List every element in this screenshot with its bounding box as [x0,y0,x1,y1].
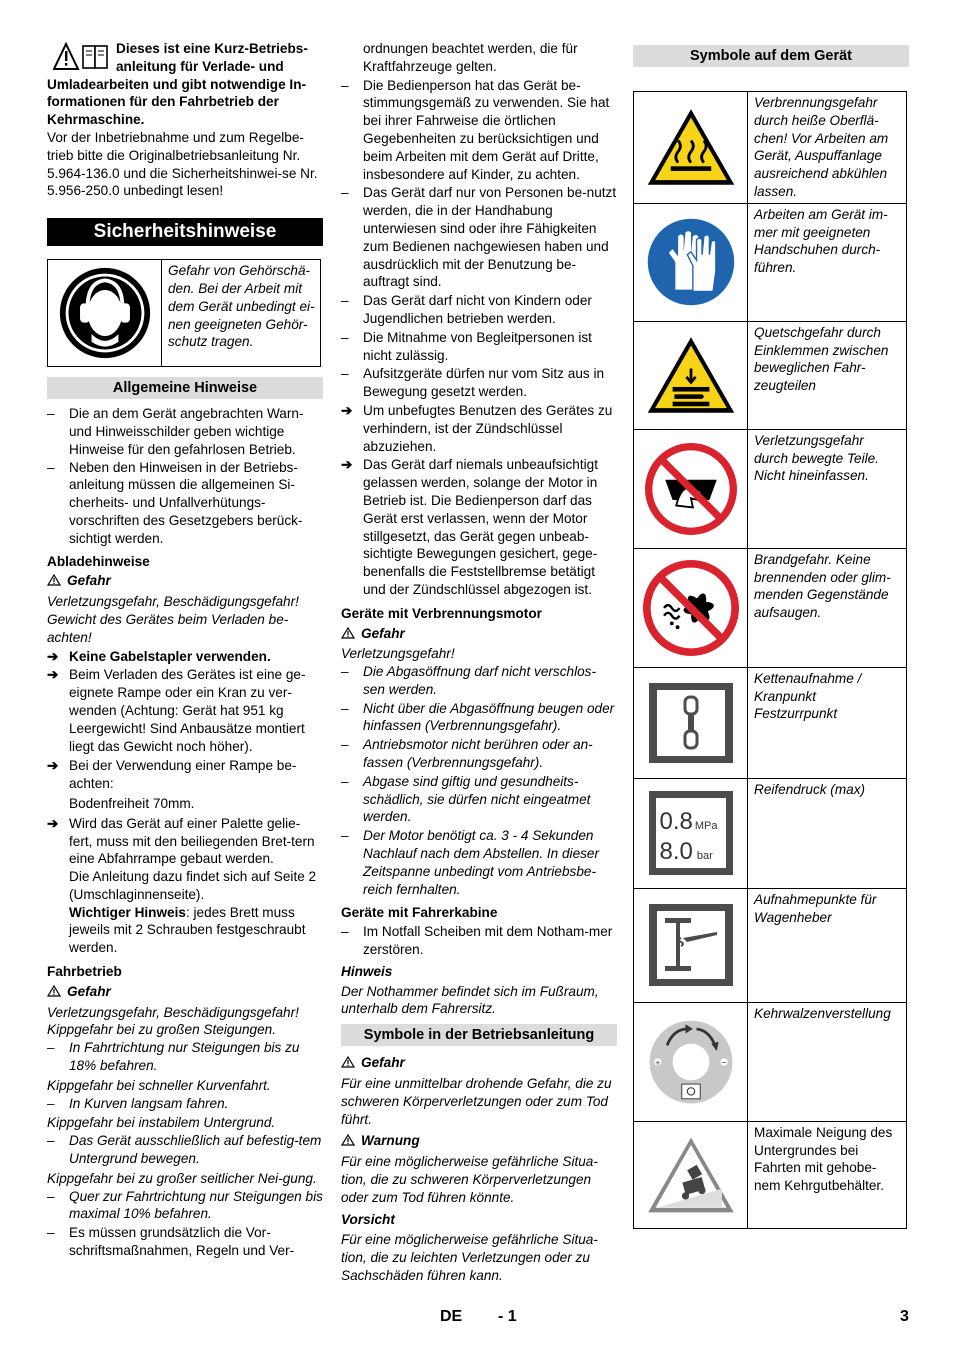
symbol-text: Aufnahmepunkte für Wagenheber [748,888,907,1002]
cab-heading: Geräte mit Fahrerkabine [341,905,498,921]
list-item: – Es müssen grundsätzlich die Vor-schriftsmaßnahmen, Regeln und Ver- [47,1225,295,1259]
hearing-text: Gefahr von Gehörschä-den. Bei der Arbeit mit dem Gerät unbedingt ei-nen geeigneten Gehör-schutz tragen. [162,260,321,367]
warning-manual-icons [53,42,113,72]
symbol-text: Verletzungsgefahr durch bewegte Teile. Nicht hineinfassen. [748,429,907,548]
no-burning-objects-icon [643,560,739,656]
footer-language: DE [440,1308,463,1325]
symbol-text: Verbrennungsgefahr durch heiße Oberflä-chen! Vor Arbeiten am Gerät, Auspuffanlage ausreichend abkühlen lassen. [748,92,907,204]
list-item: – Die an dem Gerät angebrachten Warn- und Hinweisschilder geben wichtige Hinweise für den gefahrlosen Betrieb. [47,406,304,457]
table-row [634,888,907,1002]
arrow-item: ➔ Bei der Verwendung einer Rampe be-achten: [47,758,297,792]
unload-danger-text: Verletzungsgefahr, Beschädigungsgefahr! Gewicht des Gerätes beim Verladen be-achten! [47,594,299,645]
drive-tip: Kippgefahr bei schneller Kurvenfahrt. [47,1077,271,1093]
important-note: Wichtiger Hinweis: jedes Brett muss jeweils mit 2 Schrauben festgeschraubt werden. [69,904,306,956]
list-item: – Antriebsmotor nicht berühren oder an-fassen (Verbrennungsgefahr). [341,737,593,771]
tire-bar-unit: bar [696,850,713,863]
arrow-item: ➔ Wird das Gerät auf einer Palette gelie-fert, muss mit den beiliegenden Bret-tern eine Abfahrrampe gebaut werden. [47,815,315,867]
intro-bold-rest: Umladearbeiten und gibt notwendige In-formationen für den Fahrbetrieb der Kehrmaschine. [47,76,307,128]
table-row [634,548,907,667]
continued-text: ordnungen beachtet werden, die für Kraftfahrzeuge gelten. [363,41,578,74]
symbol-text: Reifendruck (max) [748,778,907,888]
warning-triangle-icon [47,574,61,586]
danger-label: Gefahr [47,983,323,1001]
drive-tip: Kippgefahr bei zu großer seitlicher Nei-gung. [47,1170,317,1186]
list-item: – Das Gerät darf nur von Personen be-nutzt werden, die in der Handhabung unterwiesen sind oder ihre Fähigkeiten zum Bedienen nachgewiesen haben und ausdrücklich mit der Benutzung be-auftragt sind. [341,185,617,290]
symbol-text: Kettenaufnahme / Kranpunkt Festzurrpunkt [748,667,907,778]
list-item: – Abgase sind giftig und gesundheits-schädlich, sie dürfen nicht eingeatmet werden. [341,773,591,825]
list-item: – Das Gerät darf nicht von Kindern oder Jugendlichen betrieben werden. [341,293,592,326]
hearing-protection-icon [57,265,153,361]
table-row [634,667,907,778]
device-symbols-title: Symbole auf dem Gerät [633,45,909,67]
symbol-text: Kehrwalzenverstellung [748,1002,907,1121]
table-row [634,1002,907,1121]
warning-triangle-icon [341,1056,355,1068]
engine-danger-text: Verletzungsgefahr! [341,646,455,662]
list-item: – Die Bedienperson hat das Gerät be-stimmungsgemäß zu verwenden. Sie hat bei ihrer Fahrweise die örtlichen Gegebenheiten zu berücksichtigen und beim Arbeiten mit dem Gerät auf Dritte, insbesondere auf Kinder, zu achten. [341,77,610,182]
tire-bar-value: 8.0 [659,838,693,866]
list-item: – Nicht über die Abgasöffnung beugen oder hinfassen (Verbrennungsgefahr). [341,700,615,734]
chain-crane-point-icon [647,681,735,765]
general-title: Allgemeine Hinweise [47,377,323,399]
table-row [634,778,907,888]
tire-mpa-value: 0.8 [659,808,693,836]
column-2 [341,40,617,1285]
warning-triangle-icon [341,1134,355,1146]
list-item: – Neben den Hinweisen in der Betriebs-anleitung müssen die allgemeinen Si-cherheits- und Unfallverhütungs-vorschriften des Gesetzgebers berück-sichtigt werden. [47,459,303,546]
warning-triangle-icon [47,985,61,997]
sym-caution-text: Für eine möglicherweise gefährliche Situa-tion, die zu leichten Verletzungen oder zu Sachschäden führen kann. [341,1232,598,1283]
jack-point-icon [647,902,735,988]
intro-bold-line-1: Dieses ist eine Kurz-Betriebs- [116,41,308,56]
list-item: – In Fahrtrichtung nur Steigungen bis zu 18% befahren. [47,1040,300,1074]
gloves-icon [645,216,737,308]
list-item: – Quer zur Fahrtrichtung nur Steigungen bis maximal 10% befahren. [47,1188,323,1222]
svg-text:+: + [654,1057,661,1067]
column-3 [633,45,909,1229]
danger-label: Gefahr [341,625,617,643]
unload-guide: Die Anleitung dazu findet sich auf Seite 2 (Umschlaginnenseite). [69,869,317,902]
engine-heading: Geräte mit Verbrennungsmotor [341,605,542,621]
max-slope-icon [645,1134,737,1216]
intro-text: Vor der Inbetriebnahme und zum Regelbe-trieb bitte die Originalbetriebsanleitung Nr. 5.964-136.0 und die Sicherheitshinwei-se Nr. 5.956-250.0 unbedingt lesen! [47,129,318,199]
arrow-item: ➔ Um unbefugtes Benutzen des Gerätes zu verhindern, ist der Zündschlüssel abzuziehen. [341,402,613,454]
sym-warning-text: Für eine möglicherweise gefährliche Situa-tion, die zu schweren Körperverletzungen oder zum Tod führen könnte. [341,1154,598,1205]
sym-danger-text: Für eine unmittelbar drohende Gefahr, die zu schweren Körperverletzungen oder zum Tod führt. [341,1076,612,1127]
symbol-text: Brandgefahr. Keine brennenden oder glim-menden Gegenstände aufsaugen. [748,548,907,667]
sym-caution-label: Vorsicht [341,1211,395,1227]
safety-title: Sicherheitshinweise [47,218,323,246]
table-row [634,321,907,429]
hearing-protection-table [47,259,321,367]
crush-hazard-icon [645,333,737,417]
symbol-text: Maximale Neigung des Untergrundes bei Fahrten mit gehobe-nem Kehrgutbehälter. [748,1121,907,1228]
intro-block [47,40,323,200]
drive-tip: Kippgefahr bei zu großen Steigungen. [47,1022,276,1038]
footer-page-code: - 1 [498,1308,517,1325]
hearing-cell [48,260,162,367]
hot-surface-icon [645,105,737,189]
table-row [634,429,907,548]
general-list [47,405,323,547]
arrow-item: ➔ Das Gerät darf niemals unbeaufsichtigt gelassen werden, solange der Motor in Betrieb ist. Die Bedienperson darf das Gerät erst verlassen, wenn der Motor stillgesetzt, das Gerät gegen unbeab-sichtigte Bewegungen gesichert, gege-benenfalls die Feststellbremse betätigt und der Zündschlüssel abgezogen ist. [341,457,598,597]
footer-page-number: 3 [900,1308,909,1325]
list-item: – In Kurven langsam fahren. [47,1095,229,1111]
arrow-item: ➔ Keine Gabelstapler verwenden. [47,648,271,664]
list-item: – Das Gerät ausschließlich auf befestig-tem Untergrund bewegen. [47,1133,322,1167]
table-row [634,92,907,204]
sym-danger-label: Gefahr [341,1054,617,1072]
note-text: Der Nothammer befindet sich im Fußraum, unterhalb dem Fahrersitz. [341,983,599,1017]
list-item: – Im Notfall Scheiben mit dem Notham-mer zerstören. [341,924,613,958]
column-1 [47,40,323,1260]
arrow-item: ➔ Beim Verladen des Gerätes ist eine ge-eignete Rampe oder ein Kran zu ver-wenden (Achtung: Gerät hat 951 kg Leergewicht! Sind Anbausätze montiert liegt das Gewicht noch höher). [47,667,306,754]
device-symbols-table [633,91,907,1229]
tire-mpa-unit: MPa [694,820,718,833]
manual-symbols-title: Symbole in der Betriebsanleitung [341,1024,617,1046]
list-item: – Aufsitzgeräte dürfen nur vom Sitz aus in Bewegung gesetzt werden. [341,366,605,400]
ground-clearance: Bodenfreiheit 70mm. [69,795,195,811]
roller-adjust-icon [645,1016,737,1108]
unload-heading: Abladehinweise [47,553,150,569]
warning-triangle-icon [341,627,355,639]
warning-triangle-icon [53,42,113,72]
danger-label: Gefahr [47,572,323,590]
list-item: – Die Abgasöffnung darf nicht verschlos-sen werden. [341,664,596,697]
tire-pressure-icon [649,791,733,875]
no-reach-in-icon [645,443,737,535]
drive-tip: Kippgefahr bei instabilem Untergrund. [47,1115,276,1131]
list-item: – Die Mitnahme von Begleitpersonen ist nicht zulässig. [341,329,592,363]
svg-text:−: − [720,1057,727,1067]
drive-heading: Fahrbetrieb [47,964,122,980]
table-row [634,1121,907,1228]
drive-danger-text: Verletzungsgefahr, Beschädigungsgefahr! [47,1004,299,1020]
intro-bold-line-2: anleitung für Verlade- und [116,58,284,74]
symbol-text: Quetschgefahr durch Einklemmen zwischen beweglichen Fahr-zeugteilen [748,321,907,429]
table-row [634,203,907,321]
sym-warning-label: Warnung [341,1132,617,1150]
list-item: – Der Motor benötigt ca. 3 - 4 Sekunden Nachlauf nach dem Abstellen. In dieser Zeitspanne unbedingt vom Antriebsbe-reich fernhalten. [341,828,600,897]
note-label: Hinweis [341,963,393,979]
symbol-text: Arbeiten am Gerät im-mer mit geeigneten Handschuhen durch-führen. [748,203,907,321]
